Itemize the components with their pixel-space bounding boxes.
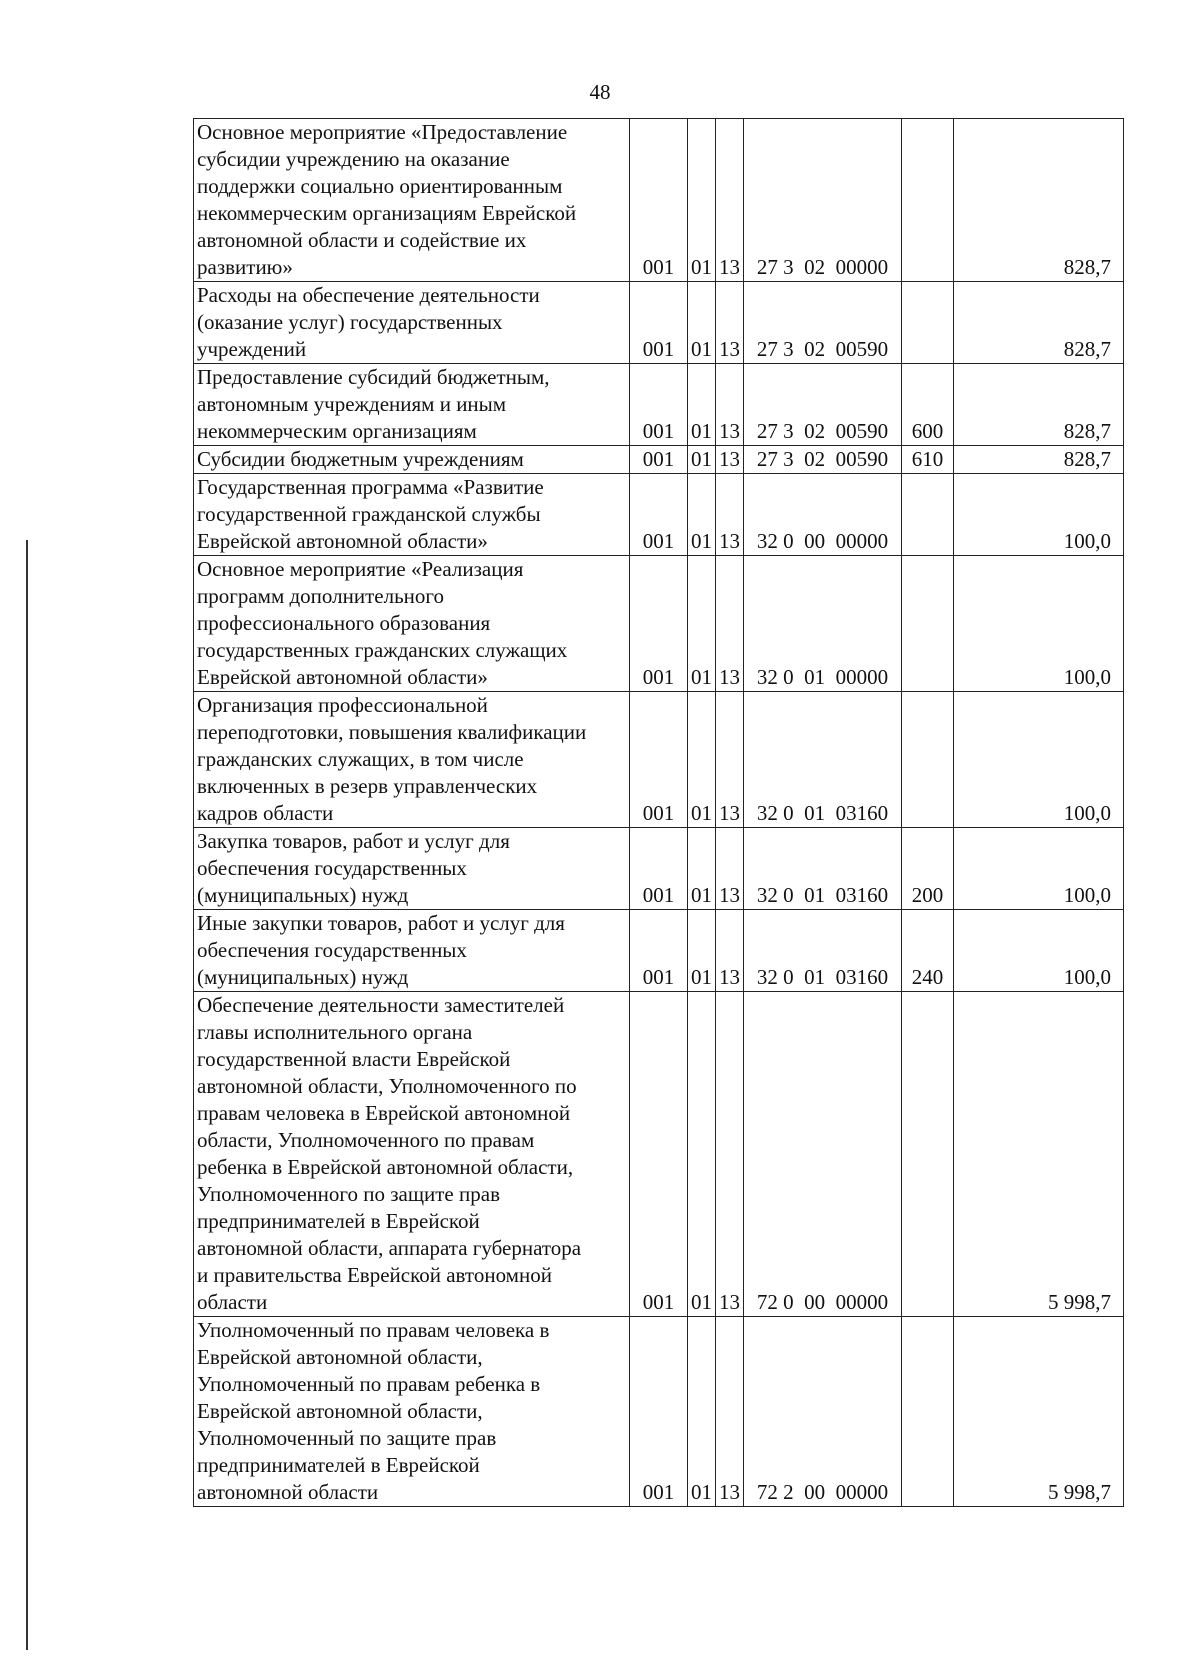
row-name-line: области, Уполномоченного по правам bbox=[197, 1128, 535, 1152]
table-row bbox=[194, 556, 1124, 692]
row-name bbox=[194, 910, 630, 992]
table-row bbox=[194, 446, 1124, 474]
subsection-code: 13 bbox=[716, 1317, 744, 1507]
row-name-line: Организация профессиональной bbox=[197, 693, 488, 717]
table-row bbox=[194, 910, 1124, 992]
row-name-line: Иные закупки товаров, работ и услуг для bbox=[197, 911, 565, 935]
row-name-line: обеспечения государственных bbox=[197, 938, 467, 962]
row-name-line: развитию» bbox=[197, 255, 293, 279]
subsection-code: 13 bbox=[716, 992, 744, 1317]
table-row bbox=[194, 364, 1124, 446]
subsection-code: 13 bbox=[716, 828, 744, 910]
expense-type-code: 610 bbox=[902, 446, 954, 474]
section-code: 01 bbox=[688, 556, 716, 692]
row-name-line: субсидии учреждению на оказание bbox=[197, 147, 510, 171]
ministry-code: 001 bbox=[630, 119, 688, 282]
section-code: 01 bbox=[688, 992, 716, 1317]
row-name bbox=[194, 1317, 630, 1507]
row-name bbox=[194, 474, 630, 556]
subsection-code: 13 bbox=[716, 910, 744, 992]
row-name-line: Еврейской автономной области» bbox=[197, 665, 488, 689]
amount: 5 998,7 bbox=[954, 1317, 1124, 1507]
expense-type-code bbox=[902, 692, 954, 828]
target-article-code: 72 2 00 00000 bbox=[744, 1317, 902, 1507]
subsection-code: 13 bbox=[716, 474, 744, 556]
row-name-line: автономным учреждениям и иным bbox=[197, 392, 507, 416]
row-name-line: Субсидии бюджетным учреждениям bbox=[197, 447, 524, 471]
target-article-code: 32 0 01 00000 bbox=[744, 556, 902, 692]
row-name-line: гражданских служащих, в том числе bbox=[197, 747, 524, 771]
row-name-line: включенных в резерв управленческих bbox=[197, 774, 538, 798]
row-name-line: Еврейской автономной области, bbox=[197, 1399, 483, 1423]
section-code: 01 bbox=[688, 1317, 716, 1507]
expense-type-code bbox=[902, 119, 954, 282]
row-name-line: правам человека в Еврейской автономной bbox=[197, 1101, 571, 1125]
section-code: 01 bbox=[688, 446, 716, 474]
target-article-code: 32 0 01 03160 bbox=[744, 692, 902, 828]
amount: 828,7 bbox=[954, 119, 1124, 282]
table-row bbox=[194, 1317, 1124, 1507]
row-name-line: Расходы на обеспечение деятельности bbox=[197, 283, 540, 307]
subsection-code: 13 bbox=[716, 692, 744, 828]
row-name-line: Уполномоченный по правам ребенка в bbox=[197, 1372, 541, 1396]
row-name bbox=[194, 446, 630, 474]
row-name-line: программ дополнительного bbox=[197, 584, 444, 608]
target-article-code: 27 3 02 00590 bbox=[744, 446, 902, 474]
amount: 828,7 bbox=[954, 282, 1124, 364]
row-name bbox=[194, 992, 630, 1317]
row-name-line: Еврейской автономной области» bbox=[197, 529, 488, 553]
ministry-code: 001 bbox=[630, 364, 688, 446]
amount: 100,0 bbox=[954, 556, 1124, 692]
ministry-code: 001 bbox=[630, 446, 688, 474]
row-name-line: Закупка товаров, работ и услуг для bbox=[197, 829, 510, 853]
expense-type-code bbox=[902, 992, 954, 1317]
expense-type-code bbox=[902, 1317, 954, 1507]
table-row bbox=[194, 692, 1124, 828]
row-name-line: учреждений bbox=[197, 337, 307, 361]
row-name-line: Основное мероприятие «Предоставление bbox=[197, 120, 568, 144]
ministry-code: 001 bbox=[630, 474, 688, 556]
target-article-code: 32 0 01 03160 bbox=[744, 910, 902, 992]
target-article-code: 27 3 02 00590 bbox=[744, 364, 902, 446]
ministry-code: 001 bbox=[630, 828, 688, 910]
amount: 5 998,7 bbox=[954, 992, 1124, 1317]
section-code: 01 bbox=[688, 474, 716, 556]
row-name-line: переподготовки, повышения квалификации bbox=[197, 720, 587, 744]
amount: 100,0 bbox=[954, 474, 1124, 556]
row-name-line: государственных гражданских служащих bbox=[197, 638, 568, 662]
table-row bbox=[194, 119, 1124, 282]
section-code: 01 bbox=[688, 364, 716, 446]
ministry-code: 001 bbox=[630, 992, 688, 1317]
row-name-line: профессионального образования bbox=[197, 611, 491, 635]
amount: 100,0 bbox=[954, 692, 1124, 828]
amount: 100,0 bbox=[954, 828, 1124, 910]
ministry-code: 001 bbox=[630, 1317, 688, 1507]
row-name bbox=[194, 692, 630, 828]
subsection-code: 13 bbox=[716, 556, 744, 692]
row-name-line: ребенка в Еврейской автономной области, bbox=[197, 1155, 574, 1179]
subsection-code: 13 bbox=[716, 282, 744, 364]
section-code: 01 bbox=[688, 282, 716, 364]
row-name-line: Уполномоченного по защите прав bbox=[197, 1182, 500, 1206]
row-name-line: Основное мероприятие «Реализация bbox=[197, 557, 524, 581]
subsection-code: 13 bbox=[716, 119, 744, 282]
row-name-line: Уполномоченный по защите прав bbox=[197, 1426, 497, 1450]
row-name bbox=[194, 119, 630, 282]
target-article-code: 72 0 00 00000 bbox=[744, 992, 902, 1317]
row-name-line: автономной области, Уполномоченного по bbox=[197, 1074, 577, 1098]
section-code: 01 bbox=[688, 692, 716, 828]
table-row bbox=[194, 828, 1124, 910]
subsection-code: 13 bbox=[716, 364, 744, 446]
row-name-line: автономной области bbox=[197, 1480, 379, 1504]
section-code: 01 bbox=[688, 828, 716, 910]
row-name-line: государственной власти Еврейской bbox=[197, 1047, 511, 1071]
target-article-code: 32 0 01 03160 bbox=[744, 828, 902, 910]
row-name-line: и правительства Еврейской автономной bbox=[197, 1263, 552, 1287]
row-name-line: Государственная программа «Развитие bbox=[197, 475, 544, 499]
table-row bbox=[194, 282, 1124, 364]
row-name-line: обеспечения государственных bbox=[197, 856, 467, 880]
row-name bbox=[194, 828, 630, 910]
row-name-line: Уполномоченный по правам человека в bbox=[197, 1318, 550, 1342]
subsection-code: 13 bbox=[716, 446, 744, 474]
row-name-line: предпринимателей в Еврейской bbox=[197, 1209, 480, 1233]
expense-type-code: 600 bbox=[902, 364, 954, 446]
row-name-line: кадров области bbox=[197, 801, 334, 825]
table-row bbox=[194, 474, 1124, 556]
row-name-line: (муниципальных) нужд bbox=[197, 883, 409, 907]
row-name bbox=[194, 364, 630, 446]
row-name-line: некоммерческим организациям Еврейской bbox=[197, 201, 577, 225]
section-code: 01 bbox=[688, 910, 716, 992]
row-name-line: (оказание услуг) государственных bbox=[197, 310, 503, 334]
row-name-line: поддержки социально ориентированным bbox=[197, 174, 563, 198]
amount: 828,7 bbox=[954, 364, 1124, 446]
table-body bbox=[194, 119, 1124, 1507]
target-article-code: 27 3 02 00590 bbox=[744, 282, 902, 364]
amount: 100,0 bbox=[954, 910, 1124, 992]
row-name-line: автономной области и содействие их bbox=[197, 228, 527, 252]
budget-table bbox=[193, 118, 1124, 1507]
row-name-line: предпринимателей в Еврейской bbox=[197, 1453, 480, 1477]
ministry-code: 001 bbox=[630, 556, 688, 692]
row-name-line: некоммерческим организациям bbox=[197, 419, 477, 443]
ministry-code: 001 bbox=[630, 910, 688, 992]
row-name-line: Еврейской автономной области, bbox=[197, 1345, 483, 1369]
page-number: 48 bbox=[589, 80, 611, 104]
expense-type-code: 200 bbox=[902, 828, 954, 910]
row-name-line: (муниципальных) нужд bbox=[197, 965, 409, 989]
row-name bbox=[194, 282, 630, 364]
section-code: 01 bbox=[688, 119, 716, 282]
expense-type-code: 240 bbox=[902, 910, 954, 992]
row-name-line: главы исполнительного органа bbox=[197, 1020, 473, 1044]
scan-edge-line bbox=[26, 540, 28, 1650]
target-article-code: 32 0 00 00000 bbox=[744, 474, 902, 556]
expense-type-code bbox=[902, 474, 954, 556]
table-row bbox=[194, 992, 1124, 1317]
target-article-code: 27 3 02 00000 bbox=[744, 119, 902, 282]
row-name-line: государственной гражданской службы bbox=[197, 502, 541, 526]
row-name-line: автономной области, аппарата губернатора bbox=[197, 1236, 582, 1260]
row-name-line: Обеспечение деятельности заместителей bbox=[197, 993, 565, 1017]
amount: 828,7 bbox=[954, 446, 1124, 474]
expense-type-code bbox=[902, 282, 954, 364]
expense-type-code bbox=[902, 556, 954, 692]
row-name bbox=[194, 556, 630, 692]
ministry-code: 001 bbox=[630, 692, 688, 828]
row-name-line: Предоставление субсидий бюджетным, bbox=[197, 365, 550, 389]
ministry-code: 001 bbox=[630, 282, 688, 364]
row-name-line: области bbox=[197, 1290, 268, 1314]
